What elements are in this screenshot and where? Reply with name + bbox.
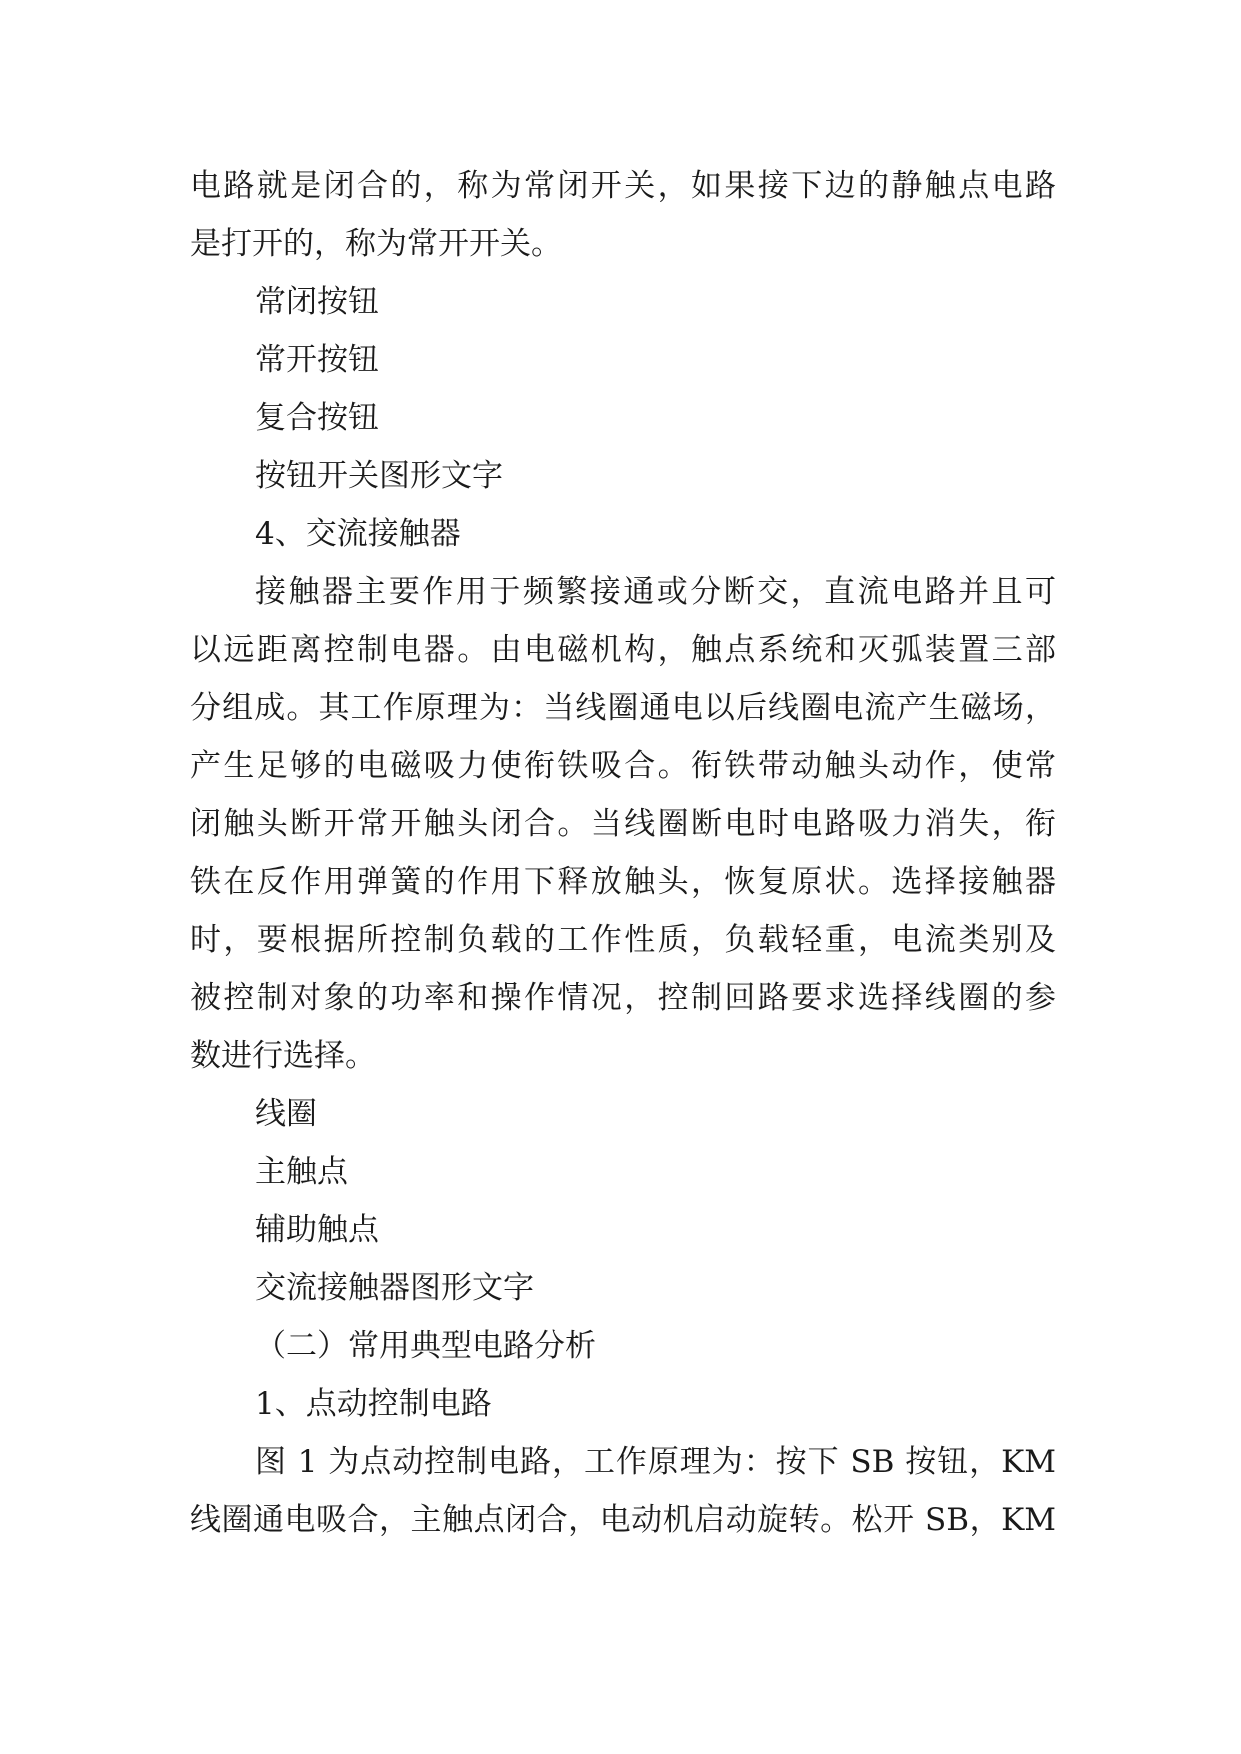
text-line: 复合按钮 (255, 400, 379, 436)
paragraph (190, 273, 1056, 331)
text-line: 闭触头断开常开触头闭合。当线圈断电时电路吸力消失，衔 (190, 806, 1056, 842)
paragraph (190, 389, 1056, 447)
paragraph (190, 1375, 1056, 1433)
text-line: 图 1 为点动控制电路，工作原理为：按下 SB 按钮，KM (255, 1444, 1056, 1480)
text-line: 时，要根据所控制负载的工作性质，负载轻重，电流类别及 (190, 922, 1056, 958)
paragraph (190, 563, 1056, 1085)
paragraph (190, 1143, 1056, 1201)
text-line: 产生足够的电磁吸力使衔铁吸合。衔铁带动触头动作，使常 (190, 748, 1056, 784)
paragraph (190, 1317, 1056, 1375)
paragraph (190, 447, 1056, 505)
text-line: 是打开的，称为常开开关。 (190, 226, 562, 262)
text-line: 铁在反作用弹簧的作用下释放触头，恢复原状。选择接触器 (190, 864, 1056, 900)
text-line: 按钮开关图形文字 (255, 458, 503, 494)
text-line: 被控制对象的功率和操作情况，控制回路要求选择线圈的参 (190, 980, 1056, 1016)
text-line: 辅助触点 (255, 1212, 379, 1248)
text-line: 数进行选择。 (190, 1038, 376, 1074)
paragraph (190, 1433, 1056, 1549)
text-line: 接触器主要作用于频繁接通或分断交，直流电路并且可 (255, 574, 1056, 610)
text-line: （二）常用典型电路分析 (255, 1328, 596, 1364)
text-line: 以远距离控制电器。由电磁机构，触点系统和灭弧装置三部 (190, 632, 1056, 668)
text-line: 电路就是闭合的，称为常闭开关，如果接下边的静触点电路 (190, 168, 1056, 204)
text-line: 常开按钮 (255, 342, 379, 378)
text-line: 4、交流接触器 (255, 516, 461, 552)
text-line: 线圈 (255, 1096, 317, 1132)
text-line: 线圈通电吸合，主触点闭合，电动机启动旋转。松开 SB，KM (190, 1502, 1056, 1538)
document-body (190, 157, 1056, 1549)
paragraph (190, 157, 1056, 273)
text-line: 常闭按钮 (255, 284, 379, 320)
text-line: 1、点动控制电路 (255, 1386, 492, 1422)
text-line: 主触点 (255, 1154, 348, 1190)
paragraph (190, 1085, 1056, 1143)
paragraph (190, 1201, 1056, 1259)
paragraph (190, 331, 1056, 389)
paragraph (190, 505, 1056, 563)
text-line: 分组成。其工作原理为：当线圈通电以后线圈电流产生磁场， (190, 690, 1056, 726)
paragraph (190, 1259, 1056, 1317)
text-line: 交流接触器图形文字 (255, 1270, 534, 1306)
